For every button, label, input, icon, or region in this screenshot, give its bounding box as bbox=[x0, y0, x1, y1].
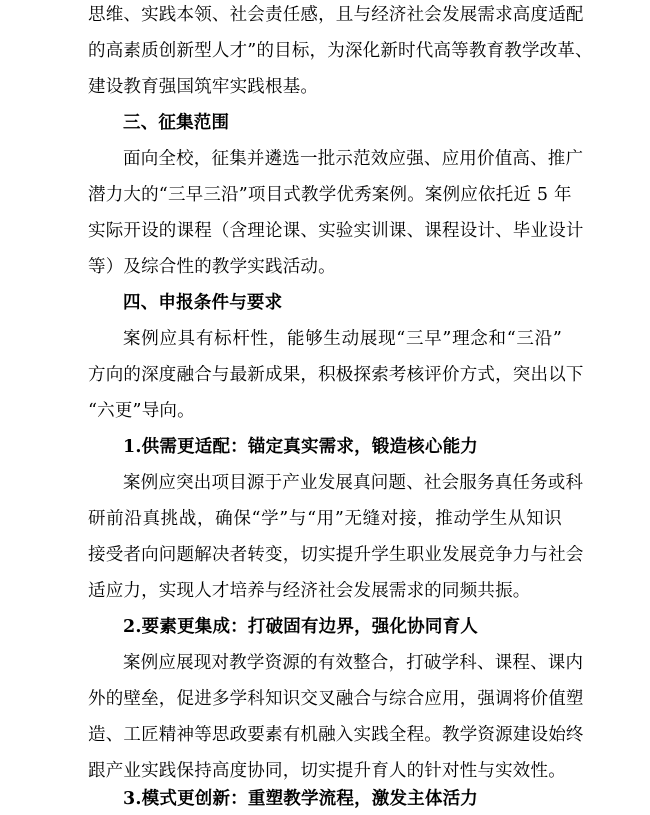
paragraph-line: 案例应展现对教学资源的有效整合，打破学科、课程、课内 bbox=[123, 653, 584, 673]
section-heading: 三、征集范围 bbox=[123, 113, 230, 133]
subsection-heading: 1.供需更适配：锚定真实需求，锻造核心能力 bbox=[123, 437, 478, 457]
subsection-heading: 3.模式更创新：重塑教学流程，激发主体活力 bbox=[123, 789, 478, 809]
paragraph-line: “六更”导向。 bbox=[88, 401, 195, 421]
subsection-heading: 2.要素更集成：打破固有边界，强化协同育人 bbox=[123, 617, 478, 637]
paragraph-line: 潜力大的“三早三沿”项目式教学优秀案例。案例应依托近 5 年 bbox=[88, 185, 572, 205]
paragraph-line: 接受者向问题解决者转变，切实提升学生职业发展竞争力与社会 bbox=[88, 545, 584, 565]
paragraph-line: 跟产业实践保持高度协同，切实提升育人的针对性与实效性。 bbox=[88, 761, 566, 781]
section-heading: 四、申报条件与要求 bbox=[123, 293, 283, 313]
paragraph-line: 造、工匠精神等思政要素有机融入实践全程。教学资源建设始终 bbox=[88, 725, 584, 745]
paragraph-line: 适应力，实现人才培养与经济社会发展需求的同频共振。 bbox=[88, 581, 531, 601]
paragraph-line: 研前沿真挑战，确保“学”与“用”无缝对接，推动学生从知识 bbox=[88, 509, 562, 529]
paragraph-line: 的高素质创新型人才”的目标，为深化新时代高等教育教学改革、 bbox=[88, 41, 593, 61]
paragraph-line: 方向的深度融合与最新成果，积极探索考核评价方式，突出以下 bbox=[88, 365, 584, 385]
paragraph-line: 案例应突出项目源于产业发展真问题、社会服务真任务或科 bbox=[123, 473, 584, 493]
paragraph-line: 实际开设的课程（含理论课、实验实训课、课程设计、毕业设计 bbox=[88, 221, 584, 241]
paragraph-line: 面向全校，征集并遴选一批示范效应强、应用价值高、推广 bbox=[123, 149, 584, 169]
paragraph-line: 建设教育强国筑牢实践根基。 bbox=[88, 77, 319, 97]
paragraph-line: 等）及综合性的教学实践活动。 bbox=[88, 257, 336, 277]
paragraph-line: 案例应具有标杆性，能够生动展现“三早”理念和“三沿” bbox=[123, 329, 562, 349]
paragraph-line: 外的壁垒，促进多学科知识交叉融合与综合应用，强调将价值塑 bbox=[88, 689, 584, 709]
paragraph-line: 思维、实践本领、社会责任感，且与经济社会发展需求高度适配 bbox=[88, 5, 584, 25]
